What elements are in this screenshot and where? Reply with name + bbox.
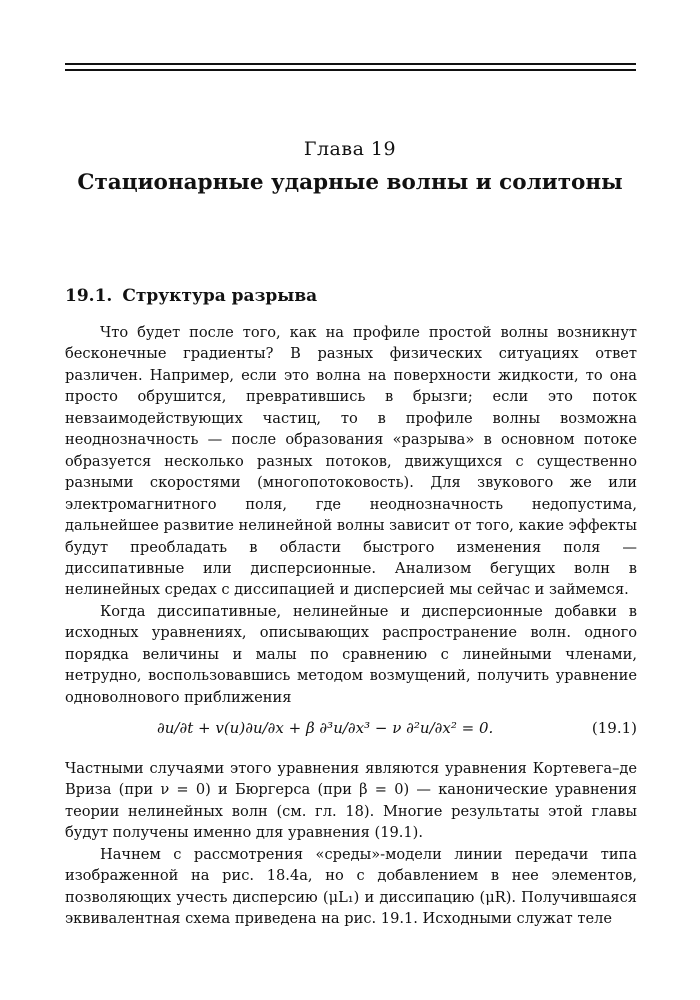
chapter-title: Стационарные ударные волны и солитоны	[77, 170, 623, 195]
header-rule-thick	[65, 63, 636, 65]
section-heading	[65, 286, 317, 306]
paragraph: Частными случаями этого уравнения являются уравнения Кортевега–де Вриза (при ν = 0) и Бюргерса (при β = 0) — канонические уравнения теории нелинейных волн (см. гл. 18). Многие результаты этой главы будут получены именно для уравнения (19.1).	[65, 760, 637, 842]
paragraph: Когда диссипативные, нелинейные и дисперсионные добавки в исходных уравнениях, описывающих распространение волн. одного порядка величины и малы по сравнению с линейными членами, нетрудно, воспользовавшись методом возмущений, получить уравнение одноволнового приближения	[65, 602, 637, 706]
section-number: 19.1.	[65, 286, 113, 306]
equation-19-1	[65, 719, 637, 743]
section-title: Структура разрыва	[122, 286, 318, 306]
equation-number: (19.1)	[591, 719, 637, 737]
header-rule-thin	[65, 69, 636, 71]
paragraph: Начнем с рассмотрения «среды»-модели линии передачи типа изображенной на рис. 18.4а, но с добавлением в нее элементов, позволяющих учесть дисперсию (μL₁) и диссипацию (μR). Получившаяся эквивалентная схема приведена на рис. 19.1. Исходными служат теле	[65, 845, 637, 928]
body-text-after-equation	[65, 758, 637, 930]
body-text-before-equation	[65, 322, 637, 708]
paragraph: Что будет после того, как на профиле простой волны возникнут бесконечные градиенты? В разных физических ситуациях ответ различен. Например, если это волна на поверхности жидкости, то она просто обрушится, превратившись в брызги; если это поток невзаимодействующих частиц, то в профиле волны возможна неоднозначность — после образования «разрыва» в основном потоке образуется несколько разных потоков, движущихся с существенно разными скоростями (многопотоковость). Для звукового же или электромагнитного поля, где неоднозначность недопустима, дальнейшее развитие нелинейной волны зависит от того, какие эффекты будут преобладать в области быстрого изменения поля — диссипативные или дисперсионные. Анализом бегущих волн в нелинейных средах с диссипацией и дисперсией мы сейчас и займемся.	[65, 324, 637, 599]
equation-formula: ∂u/∂t + v(u)∂u/∂x + β ∂³u/∂x³ − ν ∂²u/∂x² = 0.	[157, 719, 494, 737]
chapter-label: Глава 19	[303, 138, 397, 160]
